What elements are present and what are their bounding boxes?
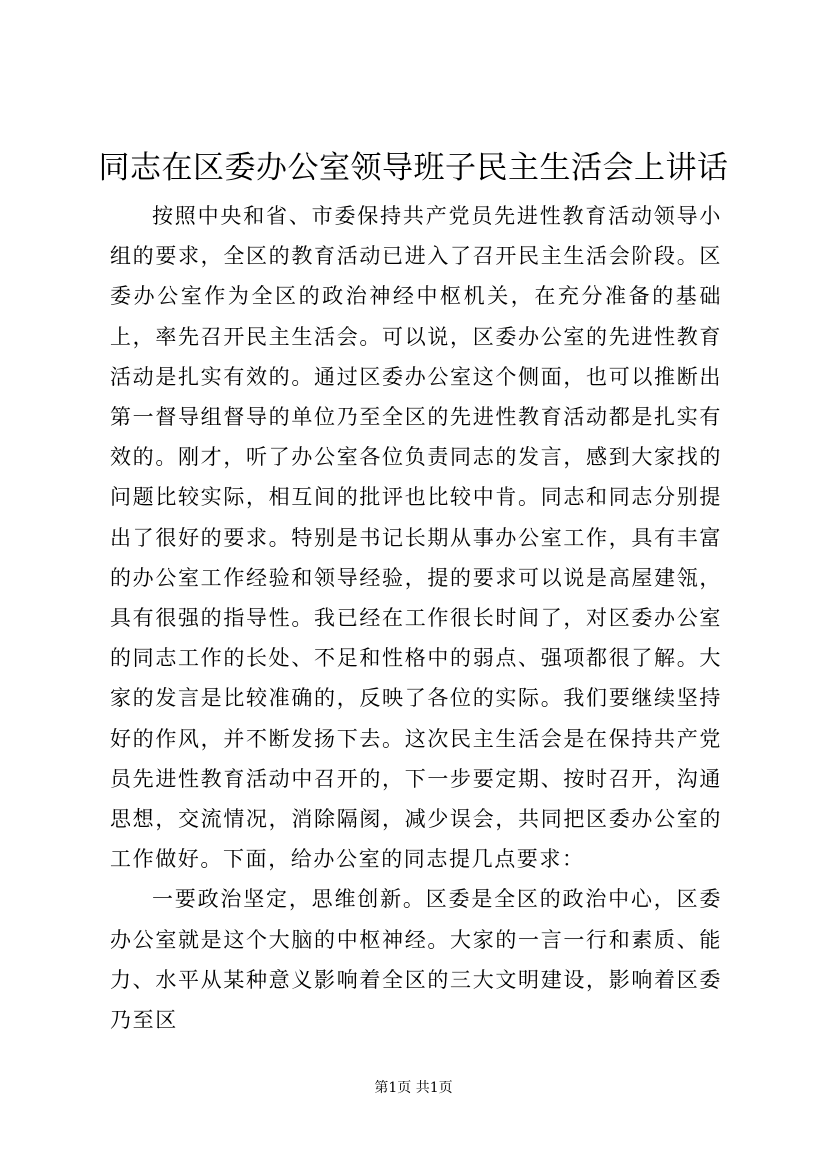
page-footer: 第1页 共1页 xyxy=(374,1080,453,1096)
document-title: 同志在区委办公室领导班子民主生活会上讲话 xyxy=(98,150,729,186)
paragraph-intro: 按照中央和省、市委保持共产党员先进性教育活动领导小组的要求，全区的教育活动已进入了召开民主生活会阶段。区委办公室作为全区的政治神经中枢机关，在充分准备的基础上，率先召开民主生活会。可以说，区委办公室的先进性教育活动是扎实有效的。通过区委办公室这个侧面，也可以推断出第一督导组督导的单位乃至全区的先进性教育活动都是扎实有效的。刚才，听了办公室各位负责同志的发言，感到大家找的问题比较实际，相互间的批评也比较中肯。同志和同志分别提出了很好的要求。特别是书记长期从事办公室工作，具有丰富的办公室工作经验和领导经验，提的要求可以说是高屋建瓴，具有很强的指导性。我已经在工作很长时间了，对区委办公室的同志工作的长处、不足和性格中的弱点、强项都很了解。大家的发言是比较准确的，反映了各位的实际。我们要继续坚持好的作风，并不断发扬下去。这次民主生活会是在保持共产党员先进性教育活动中召开的，下一步要定期、按时召开，沟通思想，交流情况，消除隔阂，减少误会，共同把区委办公室的工作做好。下面，给办公室的同志提几点要求： xyxy=(110,204,722,872)
paragraph-point-one: 一要政治坚定，思维创新。区委是全区的政治中心，区委办公室就是这个大脑的中枢神经。大家的一言一行和素质、能力、水平从某种意义影响着全区的三大文明建设，影响着区委乃至区 xyxy=(110,887,722,1033)
document-body xyxy=(110,196,722,1040)
